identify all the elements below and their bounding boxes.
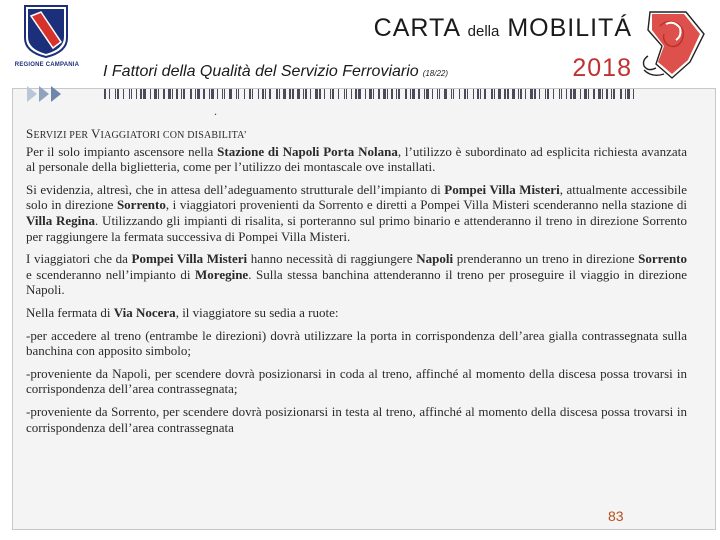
paragraph-da-sorrento: -proveniente da Sorrento, per scendere dovrà posizionarsi in testa al treno, affinché al momento della discesa possa trovarsi in corrispondenza dell’area contrassegnata [26,403,687,435]
paragraph-accesso-treno: -per accedere al treno (entrambe le direzioni) dovrà utilizzare la porta in corrispondenza dell’area gialla contrassegnata sulla banchina con apposito simbolo; [26,327,687,359]
eav-horse-emblem-icon [638,6,710,86]
bullet-dot: . [214,104,217,118]
paragraph-napoli-moregine: I viaggiatori che da Pompei Villa Misteri hanno necessità di raggiungere Napoli prenderanno un treno in direzione Sorrento e scenderanno nell’impianto di Moregine. Sulla stessa banchina attenderanno il treno per proseguire il viaggio in direzione Napoli. [26,251,688,298]
paragraph-via-nocera: Nella fermata di Via Nocera, il viaggiatore su sedia a ruote: [26,304,339,320]
page-number: 83 [608,508,624,524]
subtitle-text: I Fattori della Qualità del Servizio Ferroviario [103,63,419,80]
year-label: 2018 [572,54,632,82]
document-subtitle [103,63,448,81]
decorative-barcode-strip [104,89,634,99]
paragraph-da-napoli: -proveniente da Napoli, per scendere dovrà posizionarsi in coda al treno, affinché al momento della discesa possa trovarsi in corrispondenza dell’area contrassegnata; [26,365,687,397]
section-heading: SERVIZI PER VIAGGIATORI CON DISABILITA’ [26,126,247,141]
regione-campania-caption: REGIONE CAMPANIA [14,62,80,68]
paragraph-pompei-villa-misteri: Si evidenzia, altresì, che in attesa dell’adeguamento strutturale dell’impianto di Pompei Villa Misteri, attualmente accessibile solo in direzione Sorrento, i viaggiatori provenienti da Sorrento e diretti a Pompei Villa Misteri scenderanno nella stazione di Villa Regina. Utilizzando gli impianti di risalita, si porteranno sul primo binario e attenderanno il treno in direzione Sorrento per raggiungere la fermata successiva di Pompei Villa Misteri. [26,181,688,244]
document-title [374,14,632,43]
document-body [26,126,687,442]
paragraph-ascensore: Per il solo impianto ascensore nella Stazione di Napoli Porta Nolana, l’utilizzo è subordinato ad esplicita richiesta avanzata al personale della biglietteria, come per l’utilizzo dei montascale ove installati. [26,143,687,175]
subtitle-page-range: (18/22) [422,69,449,78]
title-carta: CARTA [373,14,460,42]
title-mobilita: MOBILITÁ [507,14,632,42]
regione-campania-shield-icon [23,4,69,58]
title-della: della [467,23,500,40]
regione-campania-logo [14,4,80,80]
double-chevron-icon [25,84,65,104]
